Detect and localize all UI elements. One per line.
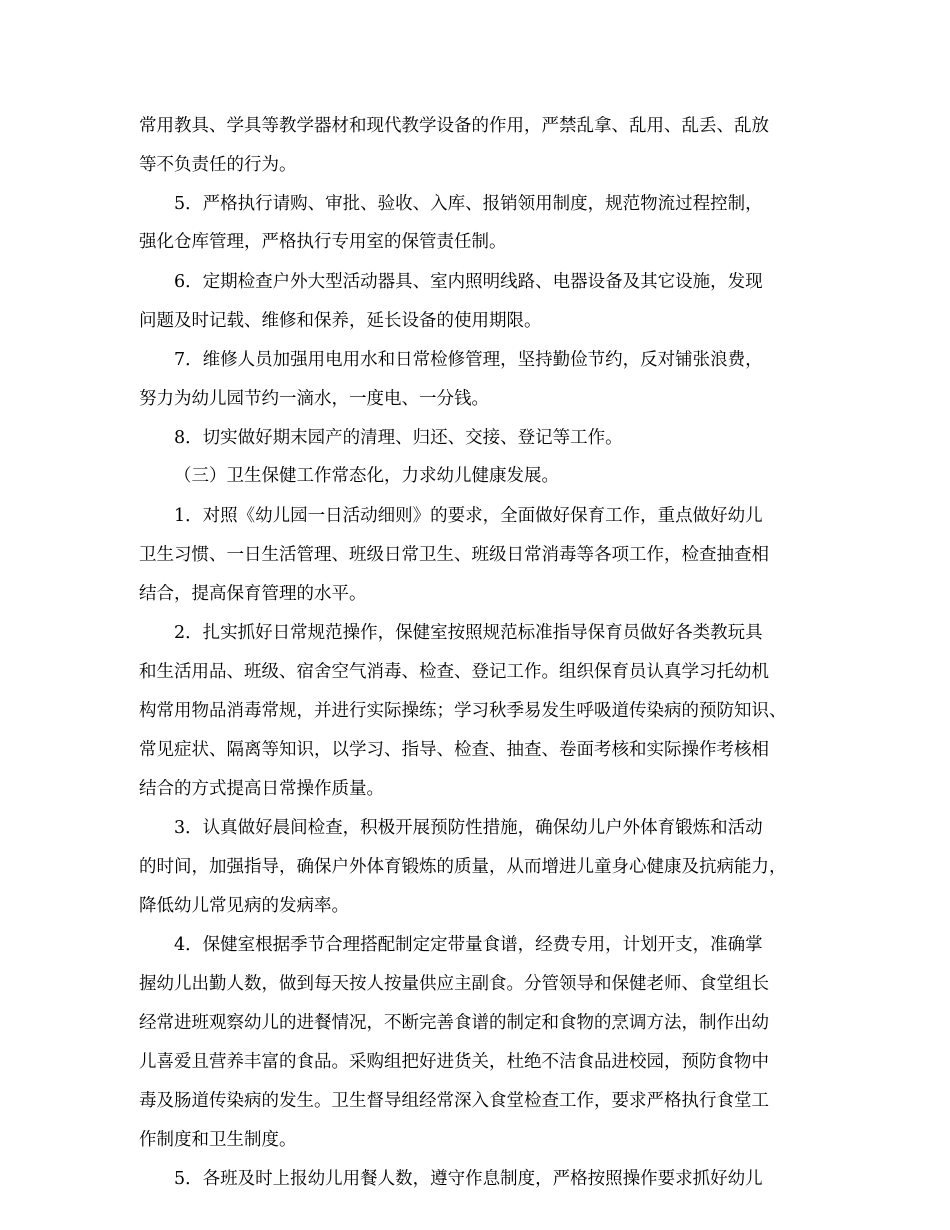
paragraph-line: 作制度和卫生制度。	[139, 1130, 297, 1150]
paragraph-line: 常用教具、学具等教学器材和现代教学设备的作用，严禁乱拿、乱用、乱丢、乱放	[139, 116, 769, 136]
paragraph-line: 5．严格执行请购、审批、验收、入库、报销领用制度，规范物流过程控制，	[174, 194, 763, 214]
paragraph-line: 常见症状、隔离等知识，以学习、指导、检查、抽查、卷面考核和实际操作考核相	[139, 740, 769, 760]
paragraph-line: 3．认真做好晨间检查，积极开展预防性措施，确保幼儿户外体育锻炼和活动	[174, 818, 763, 838]
paragraph-line: 6．定期检查户外大型活动器具、室内照明线路、电器设备及其它设施，发现	[174, 272, 763, 292]
paragraph-line: 经常进班观察幼儿的进餐情况，不断完善食谱的制定和食物的烹调方法，制作出幼	[139, 1013, 769, 1033]
paragraph-line: 7．维修人员加强用电用水和日常检修管理，坚持勤俭节约，反对铺张浪费，	[174, 350, 763, 370]
paragraph-line: 构常用物品消毒常规，并进行实际操练；学习秋季易发生呼吸道传染病的预防知识、	[139, 701, 787, 721]
paragraph-line: 努力为幼儿园节约一滴水，一度电、一分钱。	[139, 389, 489, 409]
section-heading: （三）卫生保健工作常态化，力求幼儿健康发展。	[174, 466, 559, 486]
paragraph-line: 和生活用品、班级、宿舍空气消毒、检查、登记工作。组织保育员认真学习托幼机	[139, 662, 769, 682]
paragraph-line: 1．对照《幼儿园一日活动细则》的要求，全面做好保育工作，重点做好幼儿	[174, 506, 763, 526]
paragraph-line: 结合的方式提高日常操作质量。	[139, 779, 384, 799]
paragraph-line: 握幼儿出勤人数，做到每天按人按量供应主副食。分管领导和保健老师、食堂组长	[139, 974, 769, 994]
paragraph-line: 的时间，加强指导，确保户外体育锻炼的质量，从而增进儿童身心健康及抗病能力，	[139, 857, 787, 877]
paragraph-line: 卫生习惯、一日生活管理、班级日常卫生、班级日常消毒等各项工作，检查抽查相	[139, 545, 769, 565]
paragraph-line: 5．各班及时上报幼儿用餐人数，遵守作息制度，严格按照操作要求抓好幼儿	[174, 1169, 763, 1189]
paragraph-line: 8．切实做好期末园产的清理、归还、交接、登记等工作。	[174, 428, 623, 448]
paragraph-line: 降低幼儿常见病的发病率。	[139, 896, 349, 916]
paragraph-line: 强化仓库管理，严格执行专用室的保管责任制。	[139, 232, 507, 252]
paragraph-line: 问题及时记载、维修和保养，延长设备的使用期限。	[139, 311, 542, 331]
paragraph-line: 儿喜爱且营养丰富的食品。采购组把好进货关，杜绝不洁食品进校园，预防食物中	[139, 1052, 769, 1072]
paragraph-line: 4．保健室根据季节合理搭配制定定带量食谱，经费专用，计划开支，准确掌	[174, 935, 763, 955]
paragraph-line: 毒及肠道传染病的发生。卫生督导组经常深入食堂检查工作，要求严格执行食堂工	[139, 1091, 769, 1111]
paragraph-line: 结合，提高保育管理的水平。	[139, 584, 367, 604]
paragraph-line: 2．扎实抓好日常规范操作，保健室按照规范标准指导保育员做好各类教玩具	[174, 623, 763, 643]
paragraph-line: 等不负责任的行为。	[139, 155, 297, 175]
